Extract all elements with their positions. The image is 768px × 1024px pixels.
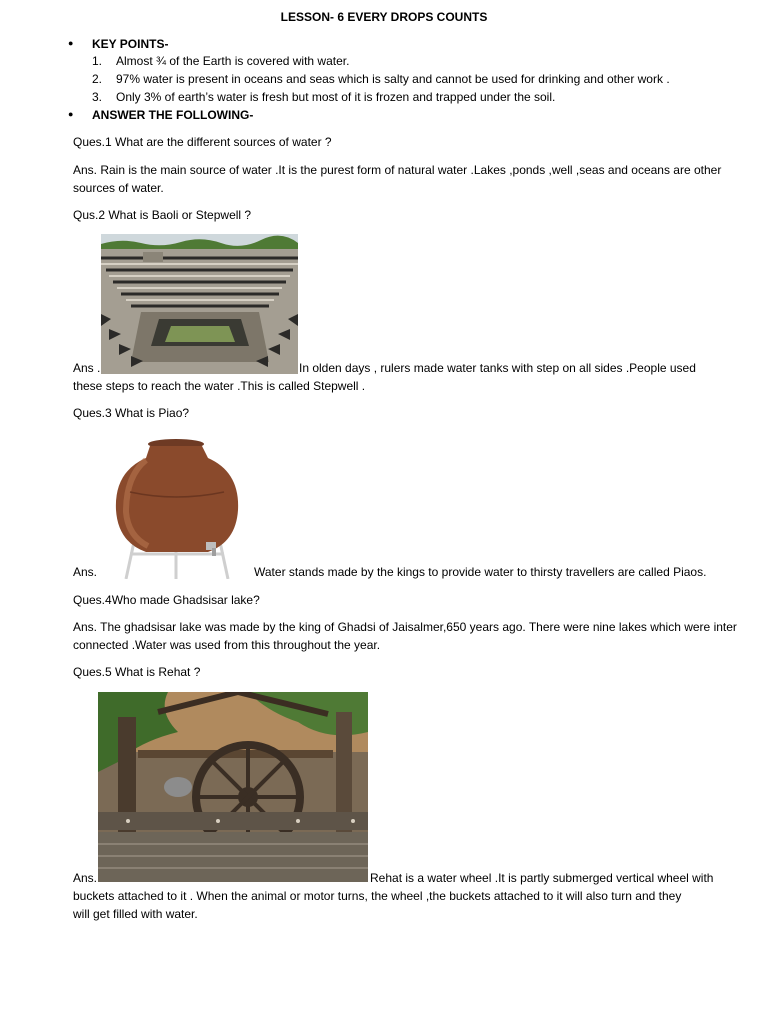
key-points-heading: KEY POINTS- bbox=[92, 37, 169, 51]
key-point-item: Almost ¾ of the Earth is covered with water. bbox=[116, 54, 350, 68]
rehat-water-wheel-image bbox=[98, 692, 368, 882]
question-1: Ques.1 What are the different sources of water ? bbox=[73, 135, 332, 149]
question-5: Ques.5 What is Rehat ? bbox=[73, 665, 201, 679]
list-number: 2. bbox=[92, 72, 103, 86]
answer-5-line-1: Rehat is a water wheel .It is partly submerged vertical wheel with bbox=[370, 871, 714, 885]
page-title: LESSON- 6 EVERY DROPS COUNTS bbox=[280, 10, 488, 24]
key-point-item: Only 3% of earth’s water is fresh but most of it is frozen and trapped under the soil. bbox=[116, 90, 556, 104]
answer-1: Ans. Rain is the main source of water .It is the purest form of natural water .Lakes ,ponds ,well ,seas and oceans are other sources of water. bbox=[73, 163, 722, 195]
piao-pot-image bbox=[100, 432, 254, 579]
bullet-icon: ● bbox=[68, 109, 74, 119]
answer-heading: ANSWER THE FOLLOWING- bbox=[92, 108, 254, 122]
key-point-item: 97% water is present in oceans and seas which is salty and cannot be used for drinking and other work . bbox=[116, 72, 670, 86]
list-number: 1. bbox=[92, 54, 103, 68]
question-3: Ques.3 What is Piao? bbox=[73, 406, 190, 420]
answer-5-line-2: buckets attached to it . When the animal or motor turns, the wheel ,the buckets attached to it will also turn and they bbox=[73, 889, 682, 903]
ans-prefix: Ans . bbox=[73, 361, 101, 375]
question-2: Qus.2 What is Baoli or Stepwell ? bbox=[73, 208, 252, 222]
answer-2-line-2: these steps to reach the water .This is called Stepwell . bbox=[73, 379, 366, 393]
stepwell-image bbox=[101, 234, 298, 374]
ans-prefix: Ans. bbox=[73, 871, 98, 885]
ans-prefix: Ans. bbox=[73, 565, 98, 579]
question-4: Ques.4Who made Ghadsisar lake? bbox=[73, 593, 260, 607]
answer-3: Water stands made by the kings to provide water to thirsty travellers are called Piaos. bbox=[254, 565, 707, 579]
answer-5-line-3: will get filled with water. bbox=[73, 907, 198, 921]
answer-4: Ans. The ghadsisar lake was made by the king of Ghadsi of Jaisalmer,650 years ago. There were nine lakes which were inter connected .Water was used from this throughout the year. bbox=[73, 620, 737, 652]
list-number: 3. bbox=[92, 90, 103, 104]
bullet-icon: ● bbox=[68, 38, 74, 48]
answer-2-line-1: In olden days , rulers made water tanks with step on all sides .People used bbox=[299, 361, 696, 375]
